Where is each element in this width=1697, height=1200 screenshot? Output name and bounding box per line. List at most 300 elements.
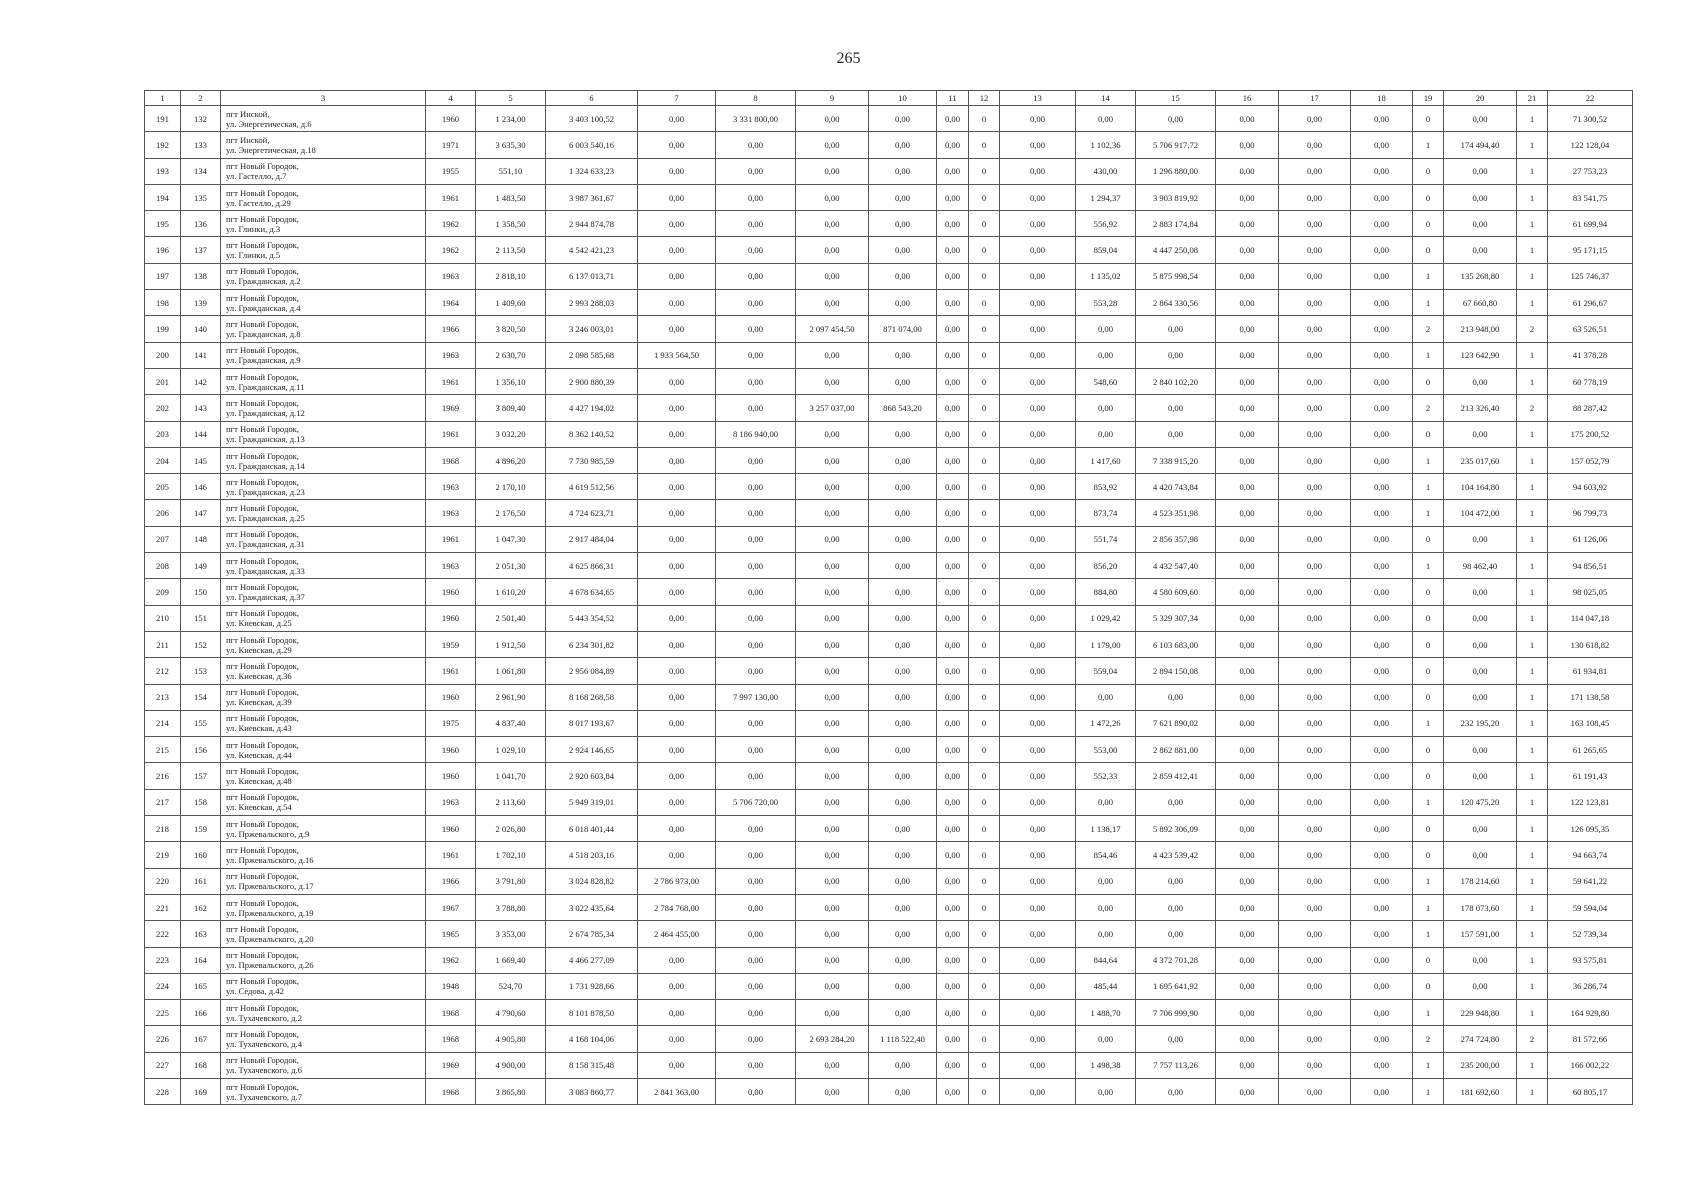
table-cell: 209	[145, 579, 181, 605]
table-cell: 0,00	[1351, 106, 1413, 132]
table-cell: 178 073,60	[1444, 894, 1517, 920]
table-cell: 0,00	[1279, 474, 1351, 500]
table-cell: 0,00	[1216, 342, 1279, 368]
table-cell: 0,00	[638, 316, 716, 342]
table-cell: 0,00	[1076, 868, 1136, 894]
address-cell: пгт Новый Городок, ул. Седова, д.42	[221, 973, 426, 999]
table-cell: 0,00	[638, 684, 716, 710]
table-cell: 0,00	[1351, 973, 1413, 999]
table-cell: 0,00	[716, 737, 796, 763]
table-cell: 0,00	[1351, 1078, 1413, 1104]
table-cell: 0	[969, 106, 1000, 132]
table-cell: 853,92	[1076, 474, 1136, 500]
table-cell: 0,00	[716, 1000, 796, 1026]
table-cell: 95 171,15	[1548, 237, 1633, 263]
table-cell: 36 286,74	[1548, 973, 1633, 999]
table-cell: 1	[1517, 684, 1548, 710]
table-cell: 0,00	[1279, 395, 1351, 421]
table-cell: 0,00	[1216, 579, 1279, 605]
table-cell: 0	[1413, 842, 1444, 868]
table-cell: 0	[969, 684, 1000, 710]
column-header-18: 18	[1351, 91, 1413, 106]
table-cell: 1	[1413, 1078, 1444, 1104]
table-cell: 154	[181, 684, 221, 710]
table-cell: 0,00	[1279, 737, 1351, 763]
table-cell: 0,00	[1279, 579, 1351, 605]
table-cell: 0,00	[638, 474, 716, 500]
table-cell: 2	[1517, 1026, 1548, 1052]
table-cell: 0,00	[1351, 816, 1413, 842]
table-cell: 0,00	[869, 263, 937, 289]
table-cell: 0,00	[937, 737, 969, 763]
table-cell: 3 022 435,64	[546, 894, 638, 920]
table-cell: 168	[181, 1052, 221, 1078]
table-cell: 0,00	[638, 368, 716, 394]
table-cell: 0,00	[796, 421, 869, 447]
table-cell: 0,00	[869, 158, 937, 184]
table-cell: 0,00	[1444, 737, 1517, 763]
table-cell: 0,00	[716, 605, 796, 631]
table-cell: 0,00	[869, 921, 937, 947]
table-cell: 205	[145, 474, 181, 500]
table-cell: 0,00	[1216, 447, 1279, 473]
table-cell: 220	[145, 868, 181, 894]
table-cell: 1961	[426, 368, 476, 394]
table-cell: 485,44	[1076, 973, 1136, 999]
table-cell: 0,00	[796, 500, 869, 526]
table-cell: 0,00	[638, 500, 716, 526]
table-cell: 1	[1517, 658, 1548, 684]
table-cell: 0	[969, 474, 1000, 500]
table-cell: 5 443 354,52	[546, 605, 638, 631]
table-cell: 0,00	[796, 868, 869, 894]
table-cell: 59 594,04	[1548, 894, 1633, 920]
table-row	[145, 973, 1633, 999]
table-cell: 0,00	[716, 631, 796, 657]
table-cell: 7 757 113,26	[1136, 1052, 1216, 1078]
column-header-6: 6	[546, 91, 638, 106]
table-cell: 0,00	[869, 132, 937, 158]
table-cell: 430,00	[1076, 158, 1136, 184]
table-cell: 0	[969, 763, 1000, 789]
table-cell: 174 494,40	[1444, 132, 1517, 158]
table-cell: 164	[181, 947, 221, 973]
table-cell: 0,00	[937, 500, 969, 526]
table-cell: 4 678 634,65	[546, 579, 638, 605]
table-cell: 0	[969, 211, 1000, 237]
table-cell: 211	[145, 631, 181, 657]
table-cell: 1	[1517, 842, 1548, 868]
table-cell: 0,00	[1136, 1078, 1216, 1104]
table-cell: 1960	[426, 106, 476, 132]
table-cell: 0,00	[1216, 1078, 1279, 1104]
table-cell: 1 669,40	[476, 947, 546, 973]
address-cell: пгт Новый Городок, ул. Гражданская, д.9	[221, 342, 426, 368]
table-cell: 155	[181, 710, 221, 736]
table-cell: 0,00	[1216, 763, 1279, 789]
table-cell: 4 518 203,16	[546, 842, 638, 868]
table-cell: 1	[1517, 816, 1548, 842]
table-cell: 0,00	[796, 342, 869, 368]
table-cell: 0,00	[1279, 1000, 1351, 1026]
table-cell: 104 472,00	[1444, 500, 1517, 526]
table-cell: 1 472,26	[1076, 710, 1136, 736]
table-cell: 2 840 102,20	[1136, 368, 1216, 394]
table-cell: 2 900 880,39	[546, 368, 638, 394]
table-cell: 0,00	[796, 474, 869, 500]
column-header-20: 20	[1444, 91, 1517, 106]
table-cell: 3 331 800,00	[716, 106, 796, 132]
table-cell: 3 024 828,82	[546, 868, 638, 894]
table-cell: 0,00	[1076, 1026, 1136, 1052]
table-cell: 0,00	[638, 842, 716, 868]
table-cell: 5 892 306,09	[1136, 816, 1216, 842]
table-cell: 0	[969, 237, 1000, 263]
table-cell: 856,20	[1076, 553, 1136, 579]
table-cell: 3 083 860,77	[546, 1078, 638, 1104]
table-cell: 8 101 878,50	[546, 1000, 638, 1026]
table-cell: 0,00	[796, 263, 869, 289]
table-cell: 132	[181, 106, 221, 132]
table-cell: 0,00	[1000, 395, 1076, 421]
table-cell: 0	[1413, 737, 1444, 763]
table-cell: 3 791,80	[476, 868, 546, 894]
table-cell: 0,00	[638, 211, 716, 237]
table-cell: 551,10	[476, 158, 546, 184]
table-cell: 0,00	[1000, 921, 1076, 947]
table-cell: 167	[181, 1026, 221, 1052]
table-cell: 0,00	[1000, 1000, 1076, 1026]
table-cell: 0,00	[869, 368, 937, 394]
column-header-9: 9	[796, 91, 869, 106]
table-cell: 0	[1413, 211, 1444, 237]
table-row	[145, 106, 1633, 132]
table-cell: 1	[1517, 211, 1548, 237]
table-cell: 157 591,00	[1444, 921, 1517, 947]
table-cell: 0	[969, 1000, 1000, 1026]
table-cell: 61 191,43	[1548, 763, 1633, 789]
table-cell: 1	[1517, 132, 1548, 158]
table-cell: 0,00	[869, 842, 937, 868]
table-cell: 1	[1517, 973, 1548, 999]
table-cell: 5 875 998,54	[1136, 263, 1216, 289]
table-cell: 151	[181, 605, 221, 631]
table-body	[145, 106, 1633, 1105]
table-cell: 163	[181, 921, 221, 947]
table-cell: 0,00	[937, 579, 969, 605]
table-cell: 0,00	[1216, 1026, 1279, 1052]
table-cell: 162	[181, 894, 221, 920]
table-cell: 0,00	[1279, 710, 1351, 736]
table-cell: 0,00	[1000, 710, 1076, 736]
table-cell: 1960	[426, 737, 476, 763]
table-cell: 0,00	[869, 973, 937, 999]
table-cell: 0,00	[937, 1052, 969, 1078]
table-cell: 0,00	[1279, 1078, 1351, 1104]
table-cell: 0,00	[937, 158, 969, 184]
table-cell: 223	[145, 947, 181, 973]
table-cell: 1	[1517, 737, 1548, 763]
table-row	[145, 1026, 1633, 1052]
table-cell: 0,00	[1279, 526, 1351, 552]
address-cell: пгт Новый Городок, ул. Киевская, д.43	[221, 710, 426, 736]
table-cell: 2 944 874,78	[546, 211, 638, 237]
table-cell: 0,00	[1351, 553, 1413, 579]
table-cell: 0	[1413, 605, 1444, 631]
table-cell: 0,00	[1216, 474, 1279, 500]
table-cell: 0,00	[1000, 526, 1076, 552]
table-cell: 1 417,60	[1076, 447, 1136, 473]
table-cell: 0,00	[937, 1000, 969, 1026]
table-cell: 206	[145, 500, 181, 526]
table-cell: 0,00	[1076, 921, 1136, 947]
table-cell: 0	[969, 316, 1000, 342]
table-cell: 0,00	[1076, 789, 1136, 815]
table-cell: 0,00	[869, 211, 937, 237]
table-cell: 0,00	[1076, 421, 1136, 447]
table-cell: 0	[969, 894, 1000, 920]
table-cell: 219	[145, 842, 181, 868]
table-cell: 0,00	[1351, 1026, 1413, 1052]
table-cell: 0,00	[1444, 684, 1517, 710]
address-cell: пгт Новый Городок, ул. Гражданская, д.12	[221, 395, 426, 421]
table-cell: 0,00	[1076, 342, 1136, 368]
table-cell: 104 164,80	[1444, 474, 1517, 500]
table-cell: 0,00	[1279, 158, 1351, 184]
table-cell: 1	[1413, 500, 1444, 526]
table-cell: 0,00	[1351, 211, 1413, 237]
table-cell: 0,00	[1216, 973, 1279, 999]
table-cell: 0,00	[1216, 789, 1279, 815]
table-cell: 1 695 641,92	[1136, 973, 1216, 999]
table-cell: 1	[1413, 553, 1444, 579]
table-cell: 0,00	[1216, 158, 1279, 184]
table-cell: 4 168 104,06	[546, 1026, 638, 1052]
table-cell: 2 464 455,00	[638, 921, 716, 947]
table-cell: 1 358,50	[476, 211, 546, 237]
table-cell: 157 052,79	[1548, 447, 1633, 473]
table-cell: 0,00	[869, 579, 937, 605]
table-cell: 228	[145, 1078, 181, 1104]
table-cell: 0,00	[1000, 447, 1076, 473]
page-number: 265	[836, 50, 861, 67]
column-header-17: 17	[1279, 91, 1351, 106]
table-cell: 195	[145, 211, 181, 237]
table-cell: 0,00	[638, 263, 716, 289]
table-cell: 7 997 130,00	[716, 684, 796, 710]
table-row	[145, 658, 1633, 684]
table-cell: 8 017 193,67	[546, 710, 638, 736]
table-cell: 122 123,81	[1548, 789, 1633, 815]
table-cell: 0,00	[869, 1052, 937, 1078]
table-row	[145, 763, 1633, 789]
table-cell: 0,00	[1279, 447, 1351, 473]
table-cell: 171 138,58	[1548, 684, 1633, 710]
table-row	[145, 816, 1633, 842]
table-cell: 0	[969, 263, 1000, 289]
table-cell: 0,00	[796, 579, 869, 605]
table-cell: 0,00	[1216, 553, 1279, 579]
table-cell: 0,00	[1216, 894, 1279, 920]
table-cell: 200	[145, 342, 181, 368]
table-cell: 0,00	[1444, 763, 1517, 789]
table-cell: 884,80	[1076, 579, 1136, 605]
table-cell: 0,00	[869, 737, 937, 763]
table-cell: 0,00	[1279, 763, 1351, 789]
table-cell: 2 113,60	[476, 789, 546, 815]
column-header-10: 10	[869, 91, 937, 106]
address-cell: пгт Новый Городок, ул. Тухачевского, д.7	[221, 1078, 426, 1104]
table-cell: 0	[1413, 158, 1444, 184]
table-cell: 0,00	[1216, 710, 1279, 736]
table-cell: 0,00	[1351, 342, 1413, 368]
table-cell: 6 003 540,16	[546, 132, 638, 158]
table-cell: 0	[1413, 106, 1444, 132]
table-cell: 0,00	[1351, 526, 1413, 552]
table-cell: 4 896,20	[476, 447, 546, 473]
table-cell: 61 265,65	[1548, 737, 1633, 763]
table-cell: 0,00	[716, 211, 796, 237]
table-cell: 3 809,40	[476, 395, 546, 421]
table-cell: 0,00	[1351, 579, 1413, 605]
table-cell: 1	[1413, 447, 1444, 473]
address-cell: пгт Новый Городок, ул. Пржевальского, д.16	[221, 842, 426, 868]
table-cell: 2 920 603,84	[546, 763, 638, 789]
table-cell: 0,00	[1216, 290, 1279, 316]
table-cell: 548,60	[1076, 368, 1136, 394]
table-cell: 88 287,42	[1548, 395, 1633, 421]
table-cell: 0,00	[1351, 1052, 1413, 1078]
table-cell: 0,00	[638, 605, 716, 631]
table-cell: 138	[181, 263, 221, 289]
table-cell: 0,00	[1000, 1052, 1076, 1078]
table-row	[145, 553, 1633, 579]
table-cell: 0,00	[1000, 973, 1076, 999]
table-cell: 1	[1517, 868, 1548, 894]
table-cell: 224	[145, 973, 181, 999]
table-cell: 0,00	[1216, 737, 1279, 763]
table-row	[145, 947, 1633, 973]
table-cell: 2	[1517, 316, 1548, 342]
table-row	[145, 631, 1633, 657]
table-cell: 0,00	[1076, 106, 1136, 132]
table-cell: 137	[181, 237, 221, 263]
table-cell: 126 095,35	[1548, 816, 1633, 842]
table-cell: 0,00	[1444, 526, 1517, 552]
table-cell: 0,00	[1136, 868, 1216, 894]
table-cell: 1 296 880,00	[1136, 158, 1216, 184]
table-cell: 4 423 539,42	[1136, 842, 1216, 868]
table-cell: 1969	[426, 1052, 476, 1078]
table-cell: 3 032,20	[476, 421, 546, 447]
table-cell: 0,00	[1279, 947, 1351, 973]
table-cell: 0,00	[1000, 605, 1076, 631]
table-cell: 0,00	[716, 237, 796, 263]
table-cell: 0,00	[1444, 605, 1517, 631]
table-cell: 0	[1413, 947, 1444, 973]
table-cell: 4 466 277,09	[546, 947, 638, 973]
address-cell: пгт Новый Городок, ул. Гражданская, д.31	[221, 526, 426, 552]
table-cell: 559,04	[1076, 658, 1136, 684]
table-cell: 0,00	[937, 631, 969, 657]
table-cell: 1 061,80	[476, 658, 546, 684]
table-row	[145, 211, 1633, 237]
table-cell: 0,00	[1000, 842, 1076, 868]
table-cell: 0,00	[1279, 290, 1351, 316]
table-cell: 1	[1517, 894, 1548, 920]
table-cell: 0,00	[1216, 605, 1279, 631]
table-cell: 0,00	[1216, 631, 1279, 657]
table-cell: 1961	[426, 842, 476, 868]
table-cell: 0,00	[1136, 684, 1216, 710]
table-cell: 0,00	[1351, 447, 1413, 473]
table-cell: 0,00	[1216, 816, 1279, 842]
table-cell: 0,00	[1076, 316, 1136, 342]
column-header-16: 16	[1216, 91, 1279, 106]
table-cell: 160	[181, 842, 221, 868]
table-cell: 0,00	[1351, 684, 1413, 710]
table-cell: 0,00	[937, 973, 969, 999]
table-cell: 61 699,94	[1548, 211, 1633, 237]
table-cell: 1	[1517, 605, 1548, 631]
table-cell: 5 329 307,34	[1136, 605, 1216, 631]
table-cell: 1960	[426, 684, 476, 710]
table-cell: 0,00	[1136, 1026, 1216, 1052]
table-cell: 0	[969, 631, 1000, 657]
table-cell: 1948	[426, 973, 476, 999]
table-cell: 0,00	[638, 553, 716, 579]
table-cell: 4 580 609,60	[1136, 579, 1216, 605]
table-cell: 94 856,51	[1548, 553, 1633, 579]
table-cell: 2 693 284,20	[796, 1026, 869, 1052]
table-cell: 1962	[426, 211, 476, 237]
table-cell: 0,00	[1216, 1000, 1279, 1026]
table-cell: 1968	[426, 447, 476, 473]
table-cell: 2 961,90	[476, 684, 546, 710]
table-cell: 122 128,04	[1548, 132, 1633, 158]
table-cell: 1	[1413, 894, 1444, 920]
table-cell: 148	[181, 526, 221, 552]
table-cell: 0,00	[1000, 1026, 1076, 1052]
table-cell: 235 017,60	[1444, 447, 1517, 473]
table-cell: 1	[1517, 368, 1548, 394]
table-cell: 201	[145, 368, 181, 394]
table-cell: 0,00	[937, 474, 969, 500]
table-cell: 0	[969, 132, 1000, 158]
table-cell: 0,00	[869, 868, 937, 894]
table-cell: 142	[181, 368, 221, 394]
table-cell: 0,00	[1216, 421, 1279, 447]
table-row	[145, 421, 1633, 447]
table-cell: 194	[145, 184, 181, 210]
table-cell: 0,00	[638, 290, 716, 316]
table-cell: 0,00	[869, 658, 937, 684]
table-cell: 553,00	[1076, 737, 1136, 763]
table-cell: 0	[969, 921, 1000, 947]
column-header-15: 15	[1136, 91, 1216, 106]
table-cell: 868 543,20	[869, 395, 937, 421]
table-row	[145, 894, 1633, 920]
table-cell: 3 788,80	[476, 894, 546, 920]
table-cell: 208	[145, 553, 181, 579]
table-cell: 0,00	[1216, 395, 1279, 421]
table-cell: 1963	[426, 263, 476, 289]
table-cell: 0,00	[937, 1078, 969, 1104]
table-cell: 0	[1413, 658, 1444, 684]
table-cell: 5 706 720,00	[716, 789, 796, 815]
table-cell: 0,00	[937, 1026, 969, 1052]
table-cell: 0,00	[796, 789, 869, 815]
